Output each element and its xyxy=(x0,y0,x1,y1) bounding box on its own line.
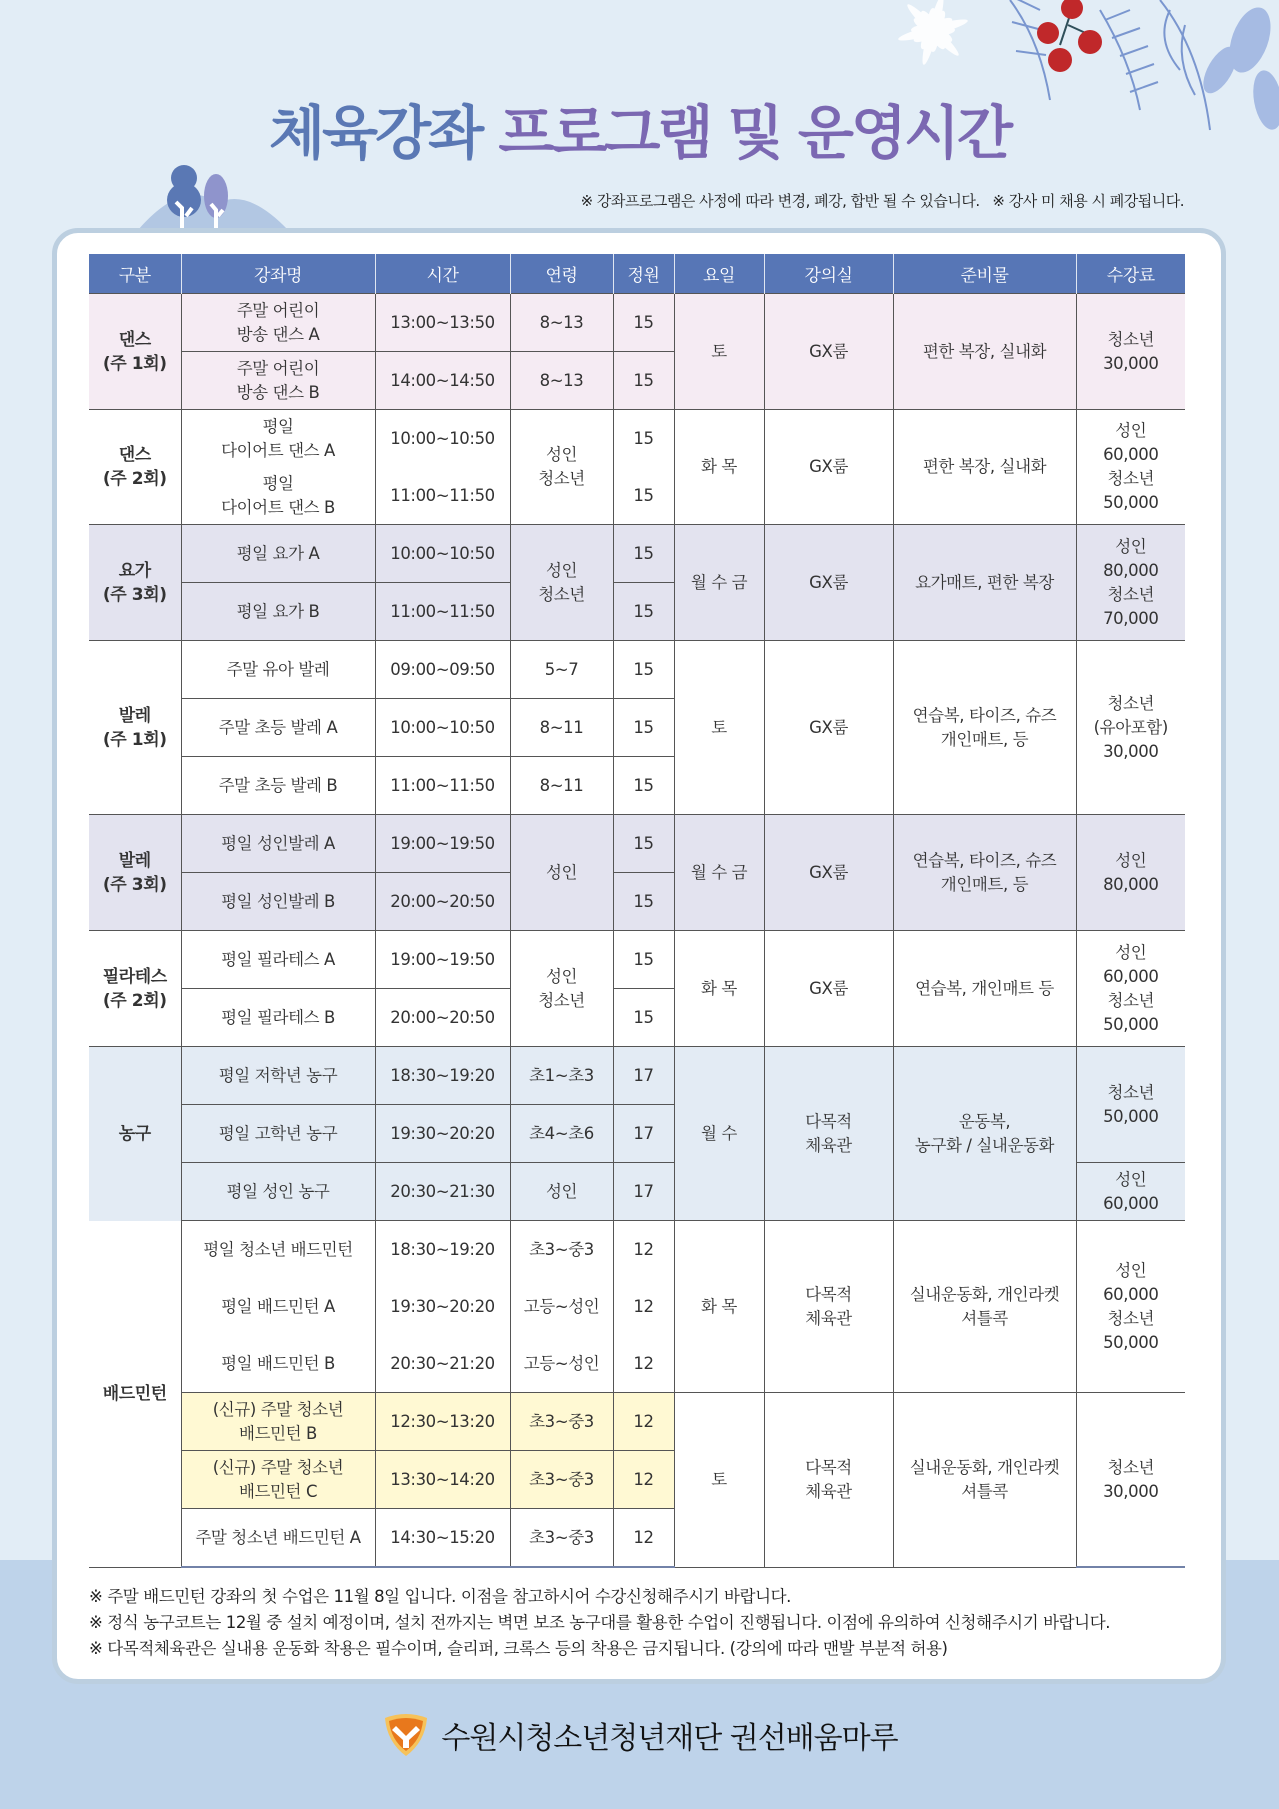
table-header-row xyxy=(89,254,1185,294)
course-capacity: 12 xyxy=(613,1278,674,1335)
schedule-table xyxy=(89,254,1185,1568)
course-name: 평일 필라테스 B xyxy=(181,989,375,1047)
course-capacity: 17 xyxy=(613,1163,674,1221)
course-name: 주말 청소년 배드민턴 A xyxy=(181,1509,375,1568)
course-day: 화 목 xyxy=(674,410,764,525)
course-name: 평일 다이어트 댄스 A xyxy=(181,410,375,468)
note-item: ※ 다목적체육관은 실내용 운동화 착용은 필수이며, 슬리퍼, 크록스 등의 착용은 금지됩니다. (강의에 따라 맨발 부분적 허용) xyxy=(89,1639,948,1658)
course-capacity: 12 xyxy=(613,1451,674,1509)
course-age: 성인 청소년 xyxy=(510,525,613,641)
course-supplies: 편한 복장, 실내화 xyxy=(893,410,1076,525)
header-supplies: 준비물 xyxy=(893,254,1076,294)
course-time: 10:00~10:50 xyxy=(375,699,510,757)
course-age: 초1~초3 xyxy=(510,1047,613,1105)
course-age: 8~13 xyxy=(510,352,613,410)
course-capacity: 15 xyxy=(613,525,674,583)
footer-org xyxy=(0,1712,1279,1758)
course-time: 20:00~20:50 xyxy=(375,873,510,931)
course-capacity: 17 xyxy=(613,1047,674,1105)
course-supplies: 요가매트, 편한 복장 xyxy=(893,525,1076,641)
category-cell: 발레 (주 3회) xyxy=(89,815,181,931)
course-name: 평일 다이어트 댄스 B xyxy=(181,467,375,525)
course-fee: 성인 60,000 청소년 50,000 xyxy=(1076,1221,1185,1393)
header-day: 요일 xyxy=(674,254,764,294)
course-age: 성인 청소년 xyxy=(510,410,613,525)
course-name-new: (신규) 주말 청소년 배드민턴 B xyxy=(181,1393,375,1451)
header-age: 연령 xyxy=(510,254,613,294)
course-time: 19:30~20:20 xyxy=(375,1105,510,1163)
course-fee: 청소년 30,000 xyxy=(1076,294,1185,410)
notice-subtitle: ※ 강좌프로그램은 사정에 따라 변경, 폐강, 합반 될 수 있습니다. ※ 강사 미 채용 시 폐강됩니다. xyxy=(580,192,1184,210)
header-category: 구분 xyxy=(89,254,181,294)
course-age: 고등~성인 xyxy=(510,1278,613,1335)
course-age: 초3~중3 xyxy=(510,1221,613,1279)
course-capacity: 15 xyxy=(613,931,674,989)
course-name: 평일 성인 농구 xyxy=(181,1163,375,1221)
course-capacity: 15 xyxy=(613,815,674,873)
course-supplies: 연습복, 타이즈, 슈즈 개인매트, 등 xyxy=(893,641,1076,815)
course-day: 토 xyxy=(674,1393,764,1568)
table-row xyxy=(89,931,1185,989)
note-item: ※ 주말 배드민턴 강좌의 첫 수업은 11월 8일 입니다. 이점을 참고하시어 수강신청해주시기 바랍니다. xyxy=(89,1587,792,1606)
course-capacity: 15 xyxy=(613,467,674,525)
course-capacity: 15 xyxy=(613,699,674,757)
course-age: 8~11 xyxy=(510,757,613,815)
note-item: ※ 정식 농구코트는 12월 중 설치 예정이며, 설치 전까지는 벽면 보조 농구대를 활용한 수업이 진행됩니다. 이점에 유의하여 신청해주시기 바랍니다. xyxy=(89,1613,1111,1632)
org-name: 수원시청소년청년재단 권선배움마루 xyxy=(441,1721,898,1756)
course-time: 13:00~13:50 xyxy=(375,294,510,352)
course-age: 성인 xyxy=(510,1163,613,1221)
title-part2: 프로그램 및 운영시간 xyxy=(498,99,1010,167)
course-capacity: 15 xyxy=(613,641,674,699)
course-capacity: 17 xyxy=(613,1105,674,1163)
course-room: GX룸 xyxy=(764,525,893,641)
course-capacity: 15 xyxy=(613,352,674,410)
course-age: 고등~성인 xyxy=(510,1335,613,1393)
course-time: 12:30~13:20 xyxy=(375,1393,510,1451)
course-fee: 청소년 (유아포함) 30,000 xyxy=(1076,641,1185,815)
course-age: 성인 청소년 xyxy=(510,931,613,1047)
course-supplies: 운동복, 농구화 / 실내운동화 xyxy=(893,1047,1076,1221)
course-time: 19:00~19:50 xyxy=(375,815,510,873)
category-cell: 필라테스 (주 2회) xyxy=(89,931,181,1047)
course-name: 주말 어린이 방송 댄스 B xyxy=(181,352,375,410)
page-title xyxy=(0,98,1279,168)
course-age: 초3~중3 xyxy=(510,1451,613,1509)
header-capacity: 정원 xyxy=(613,254,674,294)
course-day: 월 수 금 xyxy=(674,525,764,641)
course-supplies: 편한 복장, 실내화 xyxy=(893,294,1076,410)
course-capacity: 15 xyxy=(613,294,674,352)
course-supplies: 실내운동화, 개인라켓 셔틀콕 xyxy=(893,1393,1076,1568)
table-row xyxy=(89,525,1185,583)
category-cell: 배드민턴 xyxy=(89,1221,181,1568)
table-row xyxy=(89,294,1185,352)
course-time: 19:00~19:50 xyxy=(375,931,510,989)
table-row xyxy=(89,410,1185,468)
course-name: 평일 배드민턴 B xyxy=(181,1335,375,1393)
course-fee: 청소년 30,000 xyxy=(1076,1393,1185,1568)
course-day: 화 목 xyxy=(674,1221,764,1393)
course-time: 11:00~11:50 xyxy=(375,467,510,525)
table-row xyxy=(89,1047,1185,1105)
course-fee: 성인 80,000 xyxy=(1076,815,1185,931)
course-name: 주말 어린이 방송 댄스 A xyxy=(181,294,375,352)
course-age: 8~13 xyxy=(510,294,613,352)
course-room: GX룸 xyxy=(764,931,893,1047)
course-day: 토 xyxy=(674,294,764,410)
category-cell: 발레 (주 1회) xyxy=(89,641,181,815)
course-capacity: 12 xyxy=(613,1393,674,1451)
table-row xyxy=(89,815,1185,873)
course-age: 8~11 xyxy=(510,699,613,757)
category-cell: 농구 xyxy=(89,1047,181,1221)
course-time: 11:00~11:50 xyxy=(375,757,510,815)
course-room: 다목적 체육관 xyxy=(764,1221,893,1393)
course-capacity: 15 xyxy=(613,873,674,931)
header-time: 시간 xyxy=(375,254,510,294)
course-supplies: 실내운동화, 개인라켓 셔틀콕 xyxy=(893,1221,1076,1393)
table-row xyxy=(89,1393,1185,1451)
course-room: 다목적 체육관 xyxy=(764,1393,893,1568)
course-room: GX룸 xyxy=(764,641,893,815)
course-time: 20:30~21:30 xyxy=(375,1163,510,1221)
course-capacity: 15 xyxy=(613,989,674,1047)
course-name: 평일 청소년 배드민턴 xyxy=(181,1221,375,1279)
course-time: 18:30~19:20 xyxy=(375,1047,510,1105)
course-time: 13:30~14:20 xyxy=(375,1451,510,1509)
course-time: 09:00~09:50 xyxy=(375,641,510,699)
course-age: 초3~중3 xyxy=(510,1509,613,1568)
course-name: 평일 고학년 농구 xyxy=(181,1105,375,1163)
course-name: 평일 요가 B xyxy=(181,583,375,641)
course-time: 18:30~19:20 xyxy=(375,1221,510,1279)
course-name: 평일 저학년 농구 xyxy=(181,1047,375,1105)
category-cell: 요가 (주 3회) xyxy=(89,525,181,641)
course-time: 10:00~10:50 xyxy=(375,525,510,583)
course-capacity: 12 xyxy=(613,1509,674,1568)
course-time: 19:30~20:20 xyxy=(375,1278,510,1335)
course-day: 월 수 금 xyxy=(674,815,764,931)
course-supplies: 연습복, 타이즈, 슈즈 개인매트, 등 xyxy=(893,815,1076,931)
course-capacity: 12 xyxy=(613,1221,674,1279)
course-name: 주말 초등 발레 A xyxy=(181,699,375,757)
table-row xyxy=(89,641,1185,699)
course-capacity: 15 xyxy=(613,583,674,641)
course-room: GX룸 xyxy=(764,410,893,525)
course-room: 다목적 체육관 xyxy=(764,1047,893,1221)
header-room: 강의실 xyxy=(764,254,893,294)
course-fee: 성인 60,000 청소년 50,000 xyxy=(1076,410,1185,525)
course-fee-youth: 청소년 50,000 xyxy=(1076,1047,1185,1163)
course-name: 평일 배드민턴 A xyxy=(181,1278,375,1335)
y-logo-icon xyxy=(381,1712,431,1758)
course-time: 10:00~10:50 xyxy=(375,410,510,468)
course-fee-adult: 성인 60,000 xyxy=(1076,1163,1185,1221)
course-capacity: 15 xyxy=(613,757,674,815)
course-name: 평일 필라테스 A xyxy=(181,931,375,989)
course-time: 11:00~11:50 xyxy=(375,583,510,641)
course-time: 14:00~14:50 xyxy=(375,352,510,410)
course-name-new: (신규) 주말 청소년 배드민턴 C xyxy=(181,1451,375,1509)
course-room: GX룸 xyxy=(764,815,893,931)
course-day: 화 목 xyxy=(674,931,764,1047)
header-course-name: 강좌명 xyxy=(181,254,375,294)
course-age: 초3~중3 xyxy=(510,1393,613,1451)
course-name: 평일 성인발레 B xyxy=(181,873,375,931)
course-capacity: 15 xyxy=(613,410,674,468)
course-age: 성인 xyxy=(510,815,613,931)
header-fee: 수강료 xyxy=(1076,254,1185,294)
notes-section xyxy=(89,1584,1110,1662)
course-time: 20:00~20:50 xyxy=(375,989,510,1047)
course-name: 평일 요가 A xyxy=(181,525,375,583)
course-age: 초4~초6 xyxy=(510,1105,613,1163)
course-age: 5~7 xyxy=(510,641,613,699)
course-supplies: 연습복, 개인매트 등 xyxy=(893,931,1076,1047)
table-row xyxy=(89,1221,1185,1279)
category-cell: 댄스 (주 2회) xyxy=(89,410,181,525)
course-fee: 성인 80,000 청소년 70,000 xyxy=(1076,525,1185,641)
course-name: 주말 초등 발레 B xyxy=(181,757,375,815)
course-name: 주말 유아 발레 xyxy=(181,641,375,699)
course-time: 20:30~21:20 xyxy=(375,1335,510,1393)
course-room: GX룸 xyxy=(764,294,893,410)
course-capacity: 12 xyxy=(613,1335,674,1393)
trees-icon xyxy=(138,158,288,230)
title-part1: 체육강좌 xyxy=(269,99,482,167)
course-time: 14:30~15:20 xyxy=(375,1509,510,1568)
category-cell: 댄스 (주 1회) xyxy=(89,294,181,410)
course-day: 토 xyxy=(674,641,764,815)
course-name: 평일 성인발레 A xyxy=(181,815,375,873)
course-fee: 성인 60,000 청소년 50,000 xyxy=(1076,931,1185,1047)
course-day: 월 수 xyxy=(674,1047,764,1221)
